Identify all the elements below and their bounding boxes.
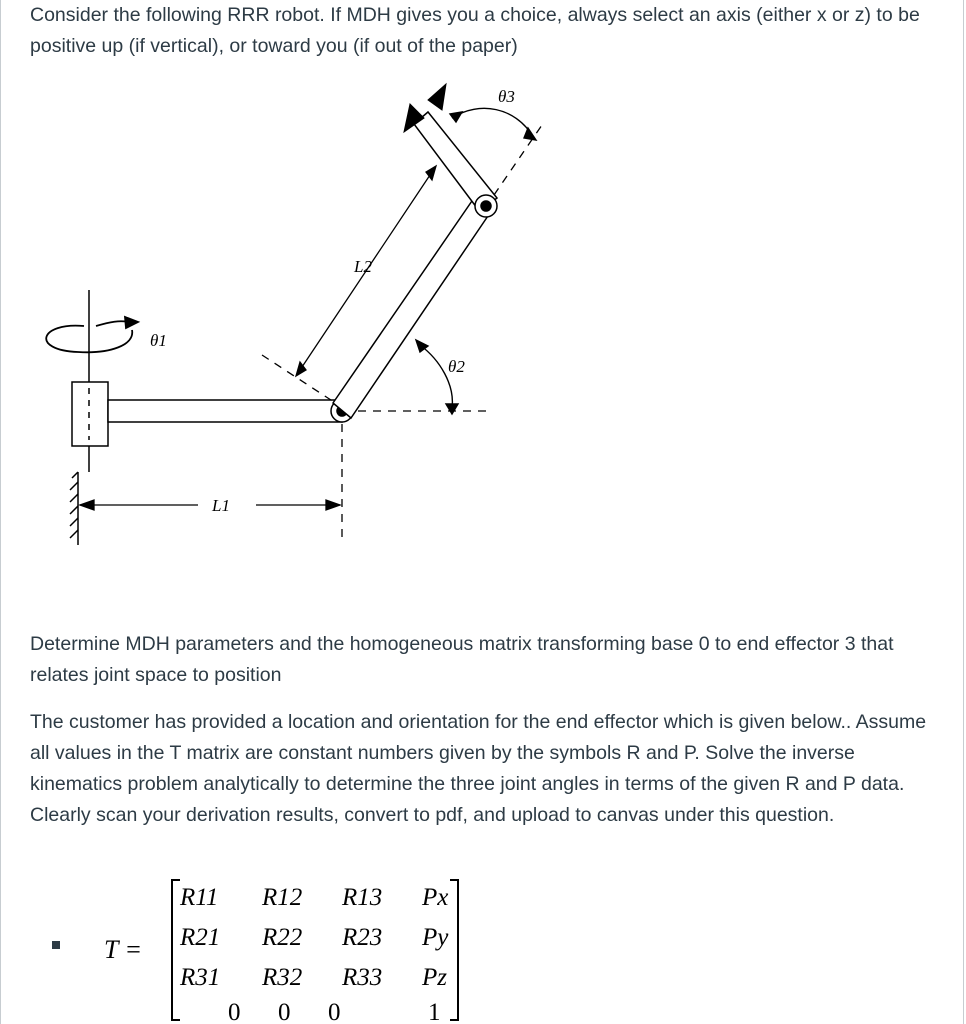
matrix-cell: 0 <box>228 999 241 1024</box>
matrix-cell: R31 <box>180 964 221 991</box>
intro-paragraph: Consider the following RRR robot. If MDH gives you a choice, always select an axis (either x or z) to be positive up (if vertical), or toward you (if out of the paper) <box>30 4 920 57</box>
matrix-cell: R21 <box>180 924 221 951</box>
matrix-row-1 <box>179 884 448 911</box>
matrix-cell: R22 <box>262 924 303 951</box>
matrix-cell: Pz <box>422 964 447 991</box>
matrix-row-3 <box>179 964 447 991</box>
matrix-cell: R23 <box>342 924 383 951</box>
matrix-cell: R13 <box>342 884 383 911</box>
theta1-label: θ1 <box>150 331 167 350</box>
matrix-cell: Py <box>422 924 449 951</box>
matrix-cell: R12 <box>262 884 303 911</box>
list-bullet <box>52 941 60 949</box>
matrix-cell: 1 <box>428 999 441 1024</box>
matrix-cell: 0 <box>278 999 291 1024</box>
matrix-row-2 <box>179 924 449 951</box>
theta2-label: θ2 <box>448 357 465 376</box>
link1-label: L1 <box>212 496 230 515</box>
theta3-label: θ3 <box>498 87 515 106</box>
matrix-cell: R11 <box>180 884 219 911</box>
matrix-cell: R33 <box>342 964 383 991</box>
matrix-cell: 0 <box>328 999 341 1024</box>
matrix-lhs: T = <box>104 935 143 964</box>
matrix-cell: Px <box>422 884 449 911</box>
task-paragraph: Determine MDH parameters and the homogeneous matrix transforming base 0 to end effector 3 that relates joint space to position <box>30 633 894 686</box>
matrix-row-4 <box>228 999 441 1024</box>
instructions-paragraph: The customer has provided a location and orientation for the end effector which is given below.. Assume all values in the T matrix are constant numbers given by the symbols R and P. Solve the inverse kinematics problem analytically to determine the three joint angles in terms of the given R and P data. Clearly scan your derivation results, convert to pdf, and upload to canvas under this question. <box>30 711 927 826</box>
link2-label: L2 <box>354 257 372 276</box>
matrix-cell: R32 <box>262 964 303 991</box>
